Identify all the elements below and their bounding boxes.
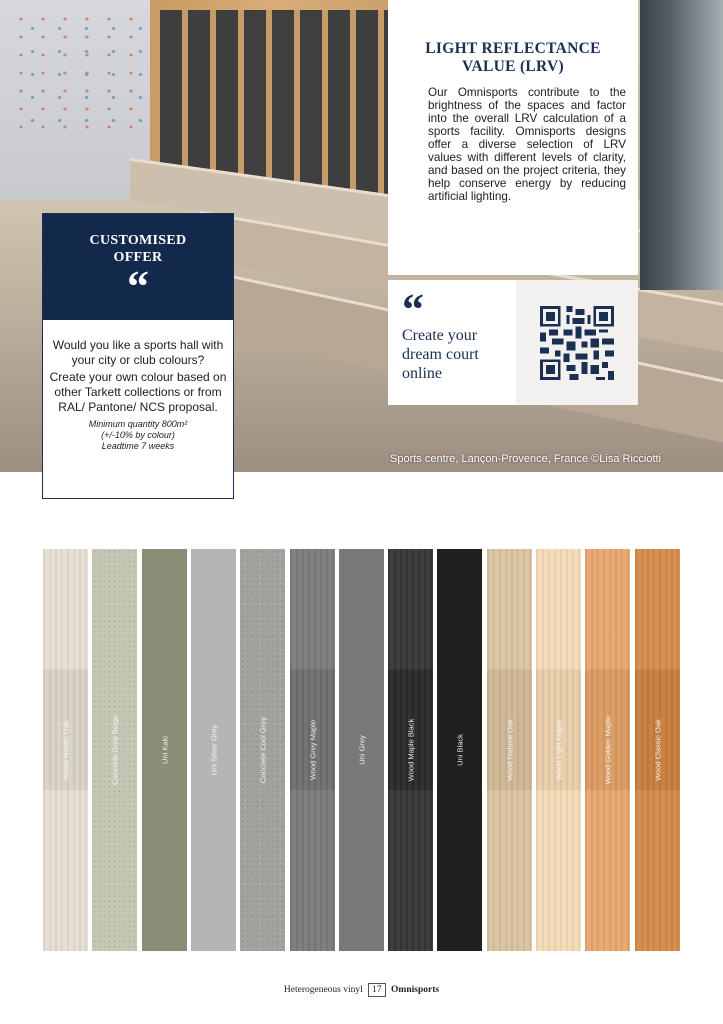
swatch-label: Wood Nordic Oak bbox=[61, 720, 70, 780]
window-right bbox=[640, 0, 723, 290]
swatch-wood-classic-oak bbox=[635, 549, 680, 951]
swatch-label: Wood Natural Oak bbox=[505, 719, 514, 781]
offer-question: Would you like a sports hall with your city or club colours? bbox=[52, 338, 224, 367]
footer-brand: Omnisports bbox=[391, 985, 440, 995]
swatch-label: Wood Light Maple bbox=[554, 719, 563, 781]
swatch-wood-natural-oak bbox=[487, 549, 532, 951]
swatch-uni-silver-grey bbox=[191, 549, 236, 951]
cta-text: Create your dream court online bbox=[402, 327, 479, 382]
swatch-label: Uni Silver Grey bbox=[209, 724, 218, 776]
swatch-label: Wood Golden Maple bbox=[603, 715, 612, 785]
page-footer bbox=[0, 983, 723, 997]
swatch-uni-grey bbox=[339, 549, 384, 951]
swatch-label: Wood Grey Maple bbox=[308, 719, 317, 781]
customised-offer-box bbox=[42, 213, 234, 499]
customised-offer-title: CUSTOMISED OFFER bbox=[89, 233, 187, 265]
swatch-wood-maple-black bbox=[388, 549, 433, 951]
swatch-label: Wood Maple Black bbox=[406, 718, 415, 782]
customised-offer-header bbox=[43, 214, 233, 320]
offer-note: Minimum quantity 800m² (+/-10% by colour) Leadtime 7 weeks bbox=[88, 419, 188, 451]
swatch-label: Concrete Grey Beige bbox=[110, 714, 119, 786]
qr-code-icon[interactable] bbox=[540, 306, 614, 380]
swatch-uni-kaki bbox=[142, 549, 187, 951]
swatch-concrete-cool-grey bbox=[240, 549, 285, 951]
swatch-concrete-grey-beige bbox=[92, 549, 137, 951]
swatch-wood-light-maple bbox=[536, 549, 581, 951]
swatch-label: Uni Grey bbox=[357, 735, 366, 765]
swatch-wood-golden-maple bbox=[585, 549, 630, 951]
lrv-body: Our Omnisports contribute to the brightness of the spaces and factor into the overall LRV calculation of a sports facility. Omnisports designs offer a diverse selection of LRV values with different levels of clarity, and based on the project criteria, they help conserve energy by reducing artificial lighting. bbox=[428, 86, 626, 203]
footer-collection: Heterogeneous vinyl bbox=[283, 985, 363, 995]
lrv-title: LIGHT REFLECTANCE VALUE (LRV) bbox=[425, 40, 601, 75]
swatch-label: Uni Kaki bbox=[160, 736, 169, 764]
create-court-cta[interactable] bbox=[388, 280, 516, 405]
page-number: 17 bbox=[368, 983, 386, 997]
swatch-label: Wood Classic Oak bbox=[653, 719, 662, 781]
quote-icon: “ bbox=[127, 262, 149, 311]
swatch-label: Uni Black bbox=[455, 734, 464, 766]
colour-swatches bbox=[43, 549, 680, 951]
swatch-wood-nordic-oak bbox=[43, 549, 88, 951]
qr-panel bbox=[516, 280, 638, 405]
customised-offer-body bbox=[49, 338, 227, 452]
swatch-wood-grey-maple bbox=[290, 549, 335, 951]
offer-detail: Create your own colour based on other Tarkett collections or from RAL/ Pantone/ NCS proposal. bbox=[49, 370, 227, 414]
swatch-uni-black bbox=[437, 549, 482, 951]
quote-icon: “ bbox=[402, 285, 424, 334]
swatch-label: Concrete Cool Grey bbox=[258, 716, 267, 784]
photo-caption: Sports centre, Lançon-Provence, France ©Lisa Ricciotti bbox=[390, 453, 662, 465]
lrv-panel bbox=[388, 0, 638, 275]
